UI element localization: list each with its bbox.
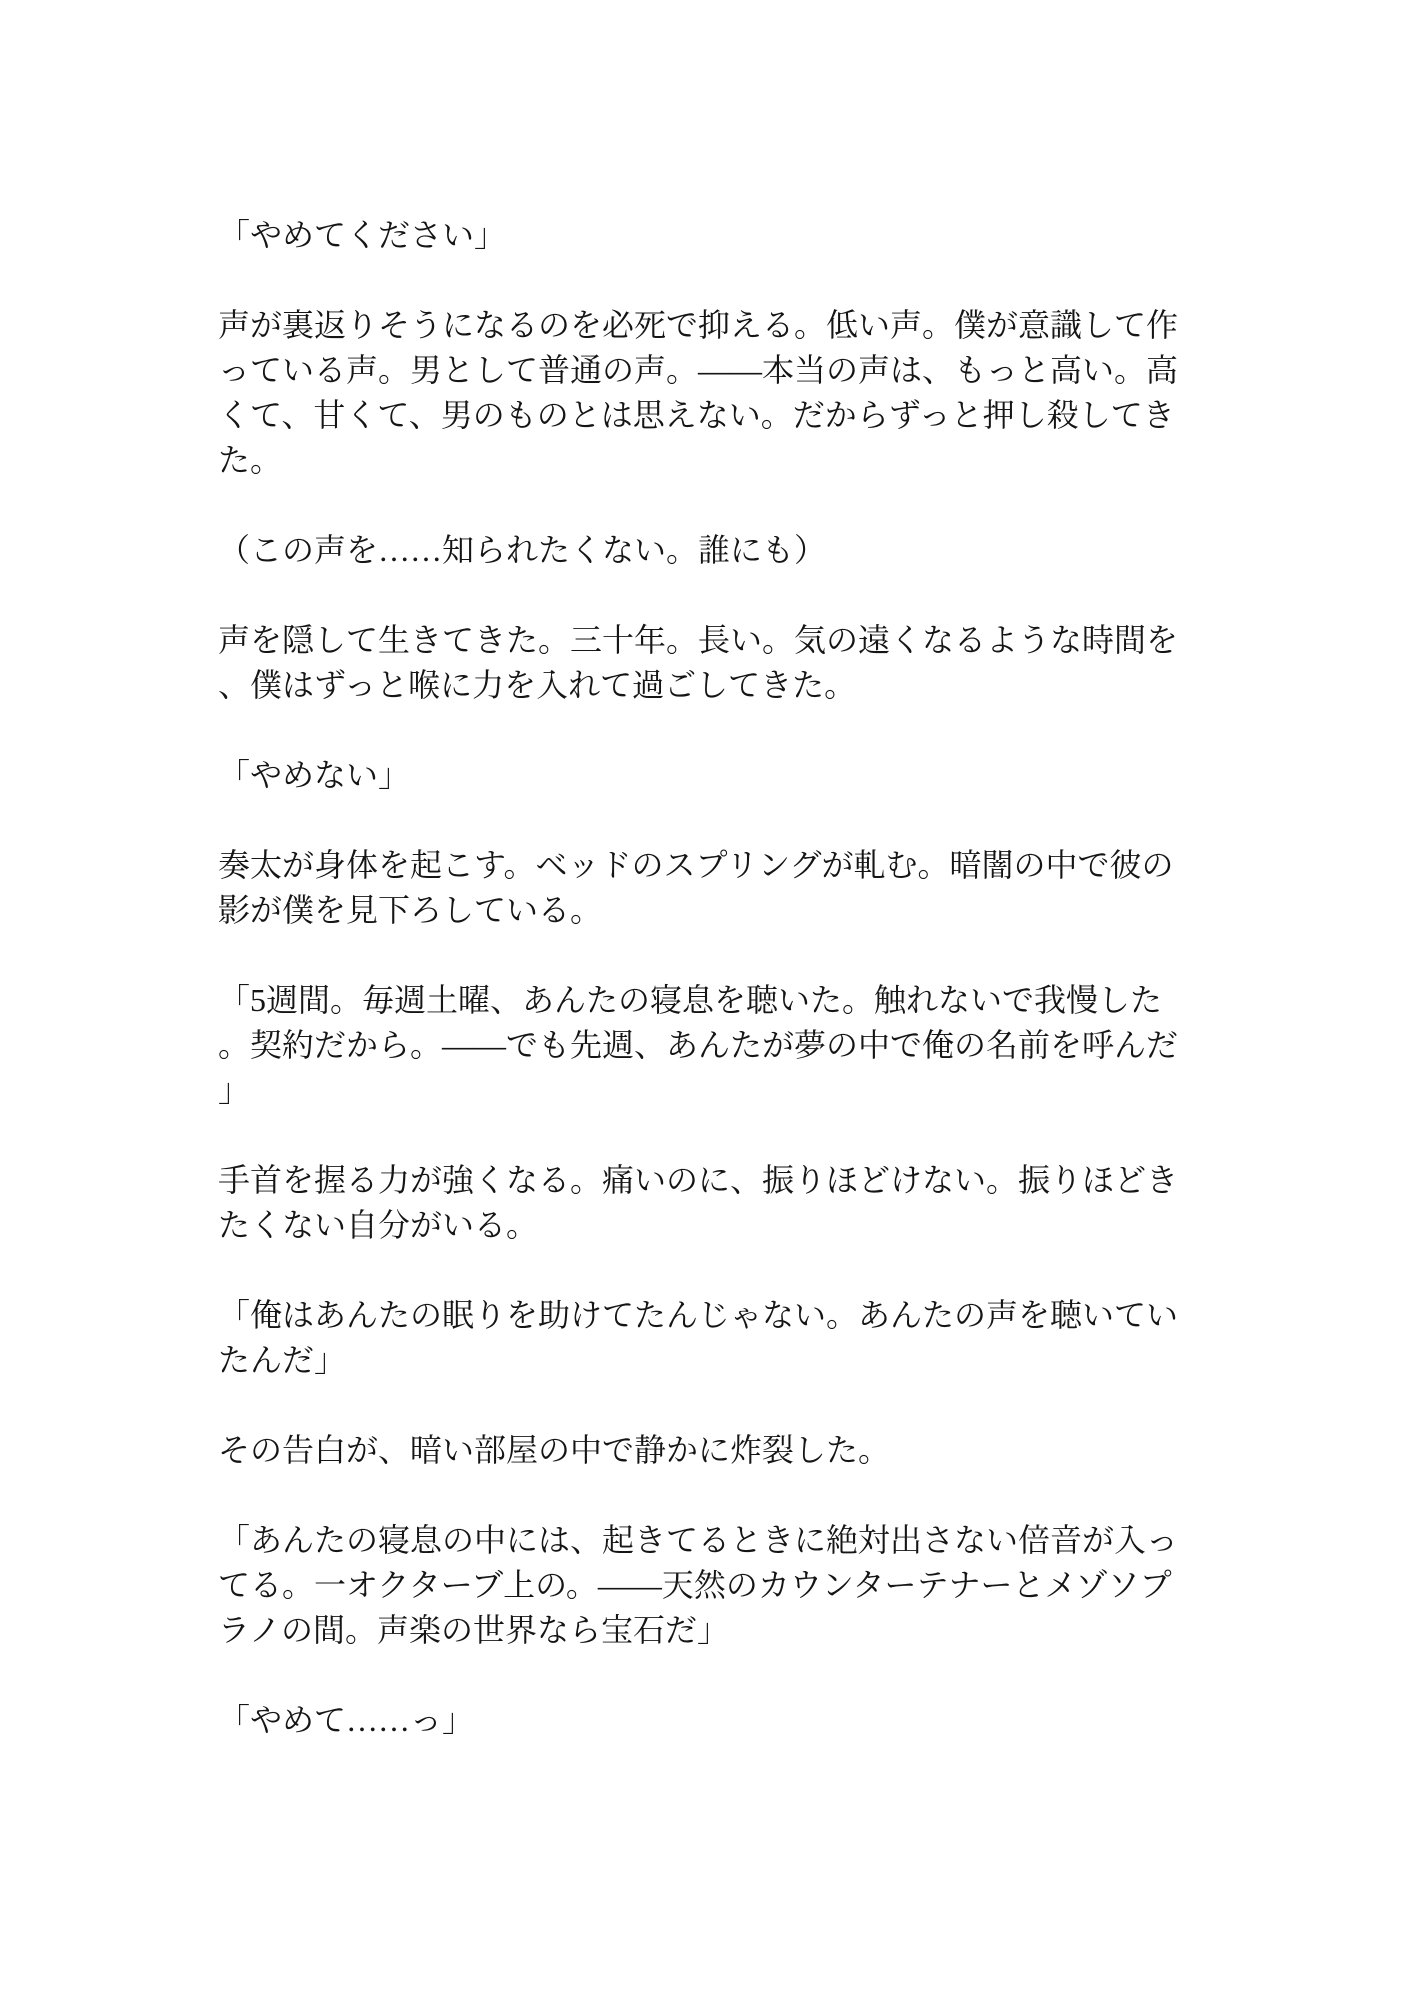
text-line: 「やめてください」 — [218, 217, 507, 253]
paragraph — [218, 1293, 1415, 1383]
paragraph — [218, 303, 1415, 483]
text-line: その告白が、暗い部屋の中で静かに炸裂した。 — [218, 1432, 891, 1468]
paragraph — [218, 528, 1415, 573]
paragraph — [218, 1428, 1415, 1473]
text-line: 奏太が身体を起こす。ベッドのスプリングが軋む。暗闇の中で彼の — [218, 847, 1174, 883]
text-line: 「俺はあんたの眠りを助けてたんじゃない。あんたの声を聴いてい — [218, 1297, 1179, 1333]
text-line: （この声を……知られたくない。誰にも） — [218, 532, 827, 568]
text-line: 」 — [218, 1072, 251, 1108]
paragraph — [218, 978, 1415, 1113]
paragraph — [218, 843, 1415, 933]
text-line: てる。一オクターブ上の。——天然のカウンターテナーとメゾソプ — [218, 1567, 1172, 1603]
text-line: 。契約だから。——でも先週、あんたが夢の中で俺の名前を呼んだ — [218, 1027, 1179, 1063]
text-line: ラノの間。声楽の世界なら宝石だ」 — [218, 1612, 730, 1648]
text-line: 「5週間。毎週土曜、あんたの寝息を聴いた。触れないで我慢した — [218, 982, 1163, 1018]
text-line: 「やめて……っ」 — [218, 1702, 475, 1738]
text-line: 、僕はずっと喉に力を入れて過ごしてきた。 — [218, 667, 857, 703]
text-line: た。 — [218, 442, 283, 478]
text-line: 「やめない」 — [218, 757, 411, 793]
text-line: っている声。男として普通の声。——本当の声は、もっと高い。高 — [218, 352, 1179, 388]
text-line: 声を隠して生きてきた。三十年。長い。気の遠くなるような時間を — [218, 622, 1179, 658]
text-line: 「あんたの寝息の中には、起きてるときに絶対出さない倍音が入っ — [218, 1522, 1179, 1558]
paragraph — [218, 213, 1415, 258]
text-line: たくない自分がいる。 — [218, 1207, 539, 1243]
paragraph — [218, 1698, 1415, 1743]
paragraph — [218, 1158, 1415, 1248]
text-line: 影が僕を見下ろしている。 — [218, 892, 603, 928]
paragraph — [218, 1518, 1415, 1653]
text-line: くて、甘くて、男のものとは思えない。だからずっと押し殺してき — [218, 397, 1175, 433]
paragraph — [218, 618, 1415, 708]
paragraph — [218, 753, 1415, 798]
text-line: 声が裏返りそうになるのを必死で抑える。低い声。僕が意識して作 — [218, 307, 1179, 343]
text-line: 手首を握る力が強くなる。痛いのに、振りほどけない。振りほどき — [218, 1162, 1179, 1198]
text-line: たんだ」 — [218, 1342, 347, 1378]
